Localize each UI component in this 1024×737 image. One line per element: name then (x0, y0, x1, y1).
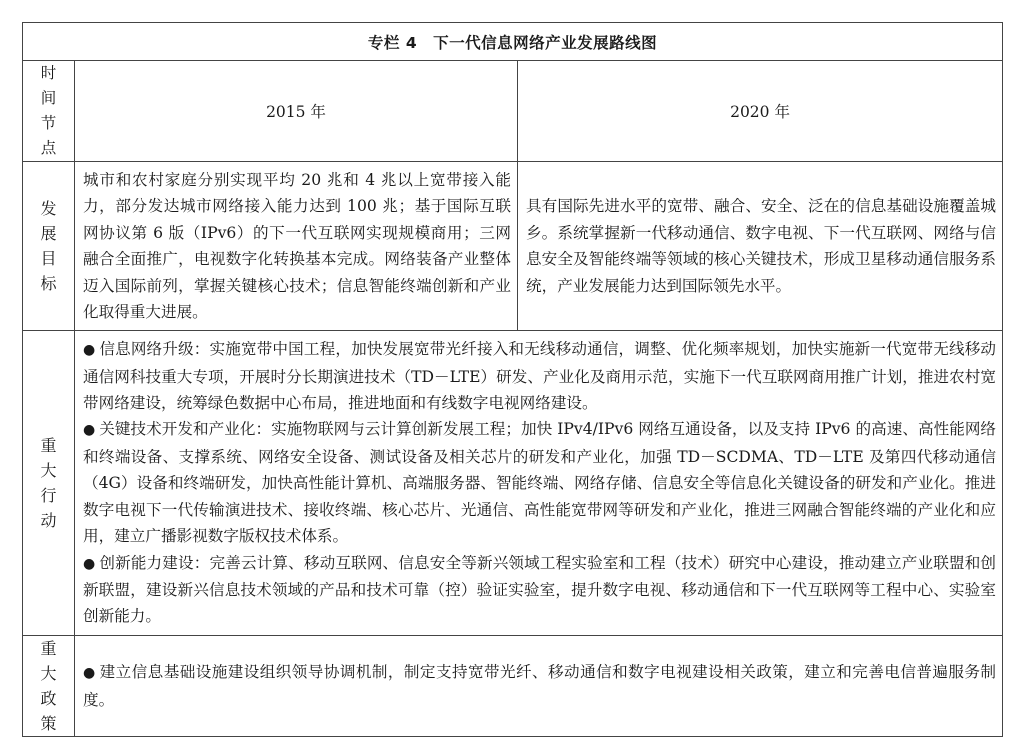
time-node-label: 时间节点 (23, 61, 75, 162)
goals-row-label: 发展目标 (23, 162, 75, 331)
bullet-icon: ● (83, 422, 96, 439)
actions-row (23, 331, 1003, 636)
goals-2020-text: 具有国际先进水平的宽带、融合、安全、泛在的信息基础设施覆盖城乡。系统掌握新一代移动通信、数字电视、下一代互联网、网络与信息安全及智能终端等领域的核心关键技术，形成卫星移动通信服务系统，产业发展能力达到国际领先水平。 (518, 162, 1003, 331)
bullet-icon: ● (83, 665, 96, 682)
action-item-text: 信息网络升级：实施宽带中国工程，加快发展宽带光纤接入和无线移动通信，调整、优化频率规划，加快实施新一代宽带无线移动通信网科技重大专项，开展时分长期演进技术（TD－LTE）研发、产业化及商用示范，实施下一代互联网商用推广计划，推进农村宽带网络建设，统筹绿色数据中心布局，推进地面和有线数字电视网络建设。 (83, 340, 997, 413)
actions-row-label: 重大行动 (23, 331, 75, 636)
action-item-text: 创新能力建设：完善云计算、移动互联网、信息安全等新兴领域工程实验室和工程（技术）研究中心建设，推动建立产业联盟和创新联盟，建设新兴信息技术领域的产品和技术可靠（控）验证实验室，提升数字电视、移动通信和下一代互联网等工程中心、实验室创新能力。 (83, 553, 997, 626)
roadmap-table-container (22, 22, 1002, 737)
column-header-2020: 2020 年 (518, 61, 1003, 162)
bullet-icon: ● (83, 342, 96, 359)
action-item-network-upgrade (83, 336, 996, 416)
action-item-innovation-capacity (83, 550, 996, 630)
policies-content (75, 636, 1003, 737)
table-title: 专栏 4 下一代信息网络产业发展路线图 (23, 23, 1003, 61)
goals-2015-text: 城市和农村家庭分别实现平均 20 兆和 4 兆以上宽带接入能力，部分发达城市网络接入能力达到 100 兆；基于国际互联网协议第 6 版（IPv6）的下一代互联网实现规模商用；三网融合全面推广，电视数字化转换基本完成。网络装备产业整体迈入国际前列，掌握关键核心技术；信息智能终端创新和产业化取得重大进展。 (75, 162, 518, 331)
goals-row (23, 162, 1003, 331)
policy-item (83, 659, 996, 713)
policies-row-label: 重大政策 (23, 636, 75, 737)
roadmap-table (22, 22, 1003, 737)
header-row (23, 61, 1003, 162)
column-header-2015: 2015 年 (75, 61, 518, 162)
title-row (23, 23, 1003, 61)
actions-content (75, 331, 1003, 636)
policy-item-text: 建立信息基础设施建设组织领导协调机制，制定支持宽带光纤、移动通信和数字电视建设相关政策，建立和完善电信普遍服务制度。 (83, 663, 997, 709)
action-item-key-technology (83, 416, 996, 549)
bullet-icon: ● (83, 555, 96, 572)
policies-row (23, 636, 1003, 737)
action-item-text: 关键技术开发和产业化：实施物联网与云计算创新发展工程；加快 IPv4/IPv6 网络互通设备，以及支持 IPv6 的高速、高性能网络和终端设备、支撑系统、网络安全设备、测试设备及相关芯片的研发和产业化，加强 TD－SCDMA、TD－LTE 及第四代移动通信（4G）设备和终端研发，加快高性能计算机、高端服务器、智能终端、网络存储、信息安全等信息化关键设备的研发和产业化。推进数字电视下一代传输演进技术、接收终端、核心芯片、光通信、高性能宽带网等研发和产业化，推进三网融合智能终端的产业化和应用，建立广播影视数字版权技术体系。 (83, 420, 997, 546)
